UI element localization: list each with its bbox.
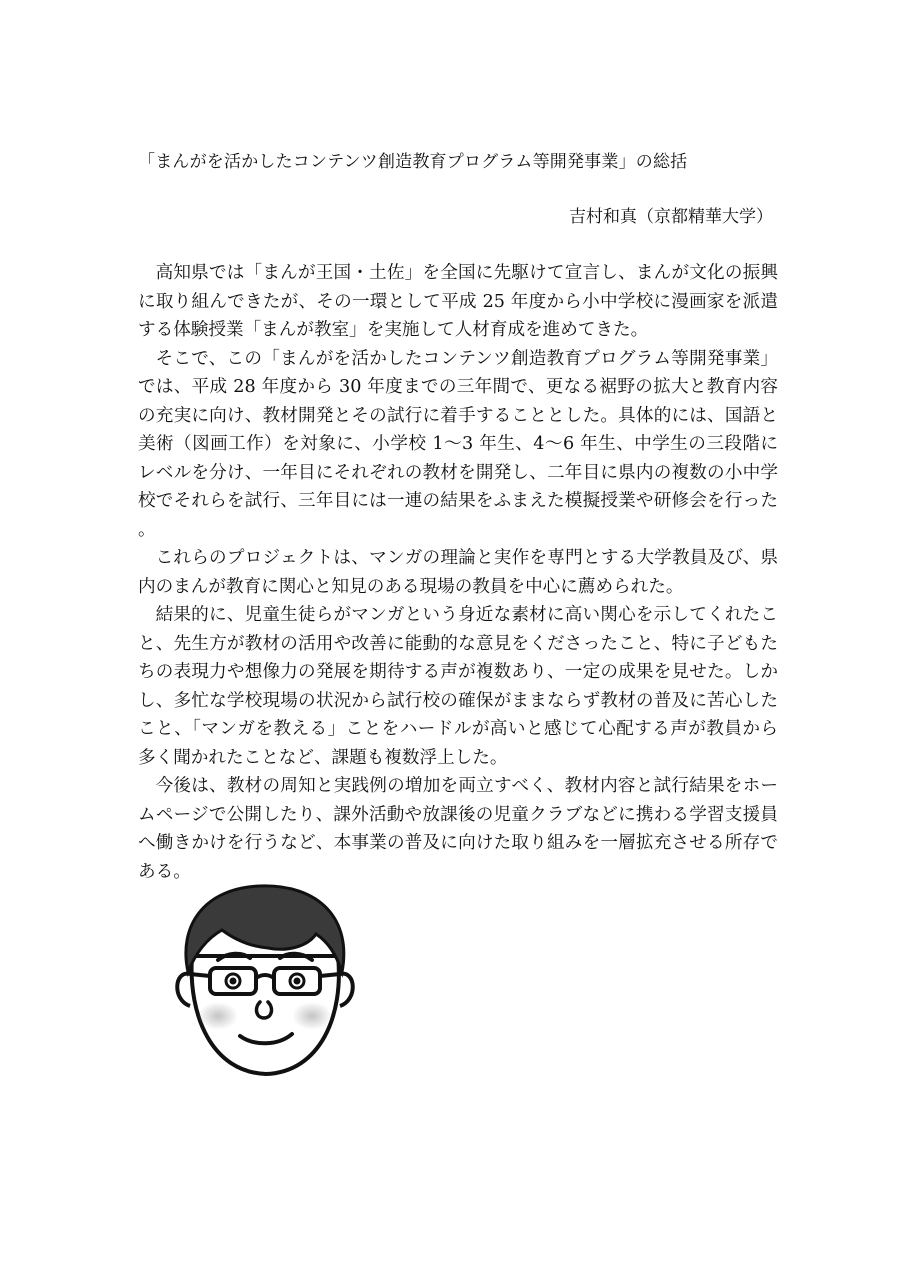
- paragraph-2: そこで、この「まんがを活かしたコンテンツ創造教育プログラム等開発事業」では、平成 28 年度から 30 年度までの三年間で、更なる裾野の拡大と教育内容の充実に向け、教材開発とその試行に着手することとした。具体的には、国語と美術（図画工作）を対象に、小学校 1〜3 年生、4〜6 年生、中学生の三段階にレベルを分け、一年目にそれぞれの教材を開発し、二年目に県内の複数の小中学校でそれらを試行、三年目には一連の結果をふまえた模擬授業や研修会を行った。: [138, 348, 778, 540]
- paragraph-5: 今後は、教材の周知と実践例の増加を両立すべく、教材内容と試行結果をホームページで公開したり、課外活動や放課後の児童クラブなどに携わる学習支援員へ働きかけを行うなど、本事業の普及に向けた取り組みを一層拡充させる所存である。: [138, 776, 778, 882]
- glasses-temple-right: [320, 974, 340, 976]
- document-title: 「まんがを活かしたコンテンツ創造教育プログラム等開発事業」の総括: [138, 152, 688, 172]
- right-cheek: [292, 1002, 332, 1030]
- author-line: 吉村和真（京都精華大学）: [569, 207, 773, 227]
- document-body: [138, 259, 778, 886]
- right-pupil: [294, 978, 301, 985]
- left-pupil: [230, 978, 237, 985]
- left-cheek: [198, 1002, 238, 1030]
- author-portrait-illustration: [160, 876, 370, 1086]
- paragraph-3: これらのプロジェクトは、マンガの理論と実作を専門とする大学教員及び、県内のまんが教育に関心と知見のある現場の教員を中心に薦められた。: [138, 548, 778, 597]
- paragraph-1: 高知県では「まんが王国・土佐」を全国に先駆けて宣言し、まんが文化の振興に取り組んできたが、その一環として平成 25 年度から小中学校に漫画家を派遣する体験授業「まんが教室」を実施して人材育成を進めてきた。: [138, 263, 778, 340]
- glasses-temple-left: [190, 974, 210, 976]
- left-ear: [177, 974, 190, 1006]
- paragraph-4: 結果的に、児童生徒らがマンガという身近な素材に高い関心を示してくれたこと、先生方が教材の活用や改善に能動的な意見をくださったこと、特に子どもたちの表現力や想像力の発展を期待する声が複数あり、一定の成果を見せた。しかし、多忙な学校現場の状況から試行校の確保がままならず教材の普及に苦心したこと、「マンガを教える」ことをハードルが高いと感じて心配する声が教員から多く聞かれたことなど、課題も複数浮上した。: [138, 605, 778, 768]
- right-ear: [340, 974, 353, 1006]
